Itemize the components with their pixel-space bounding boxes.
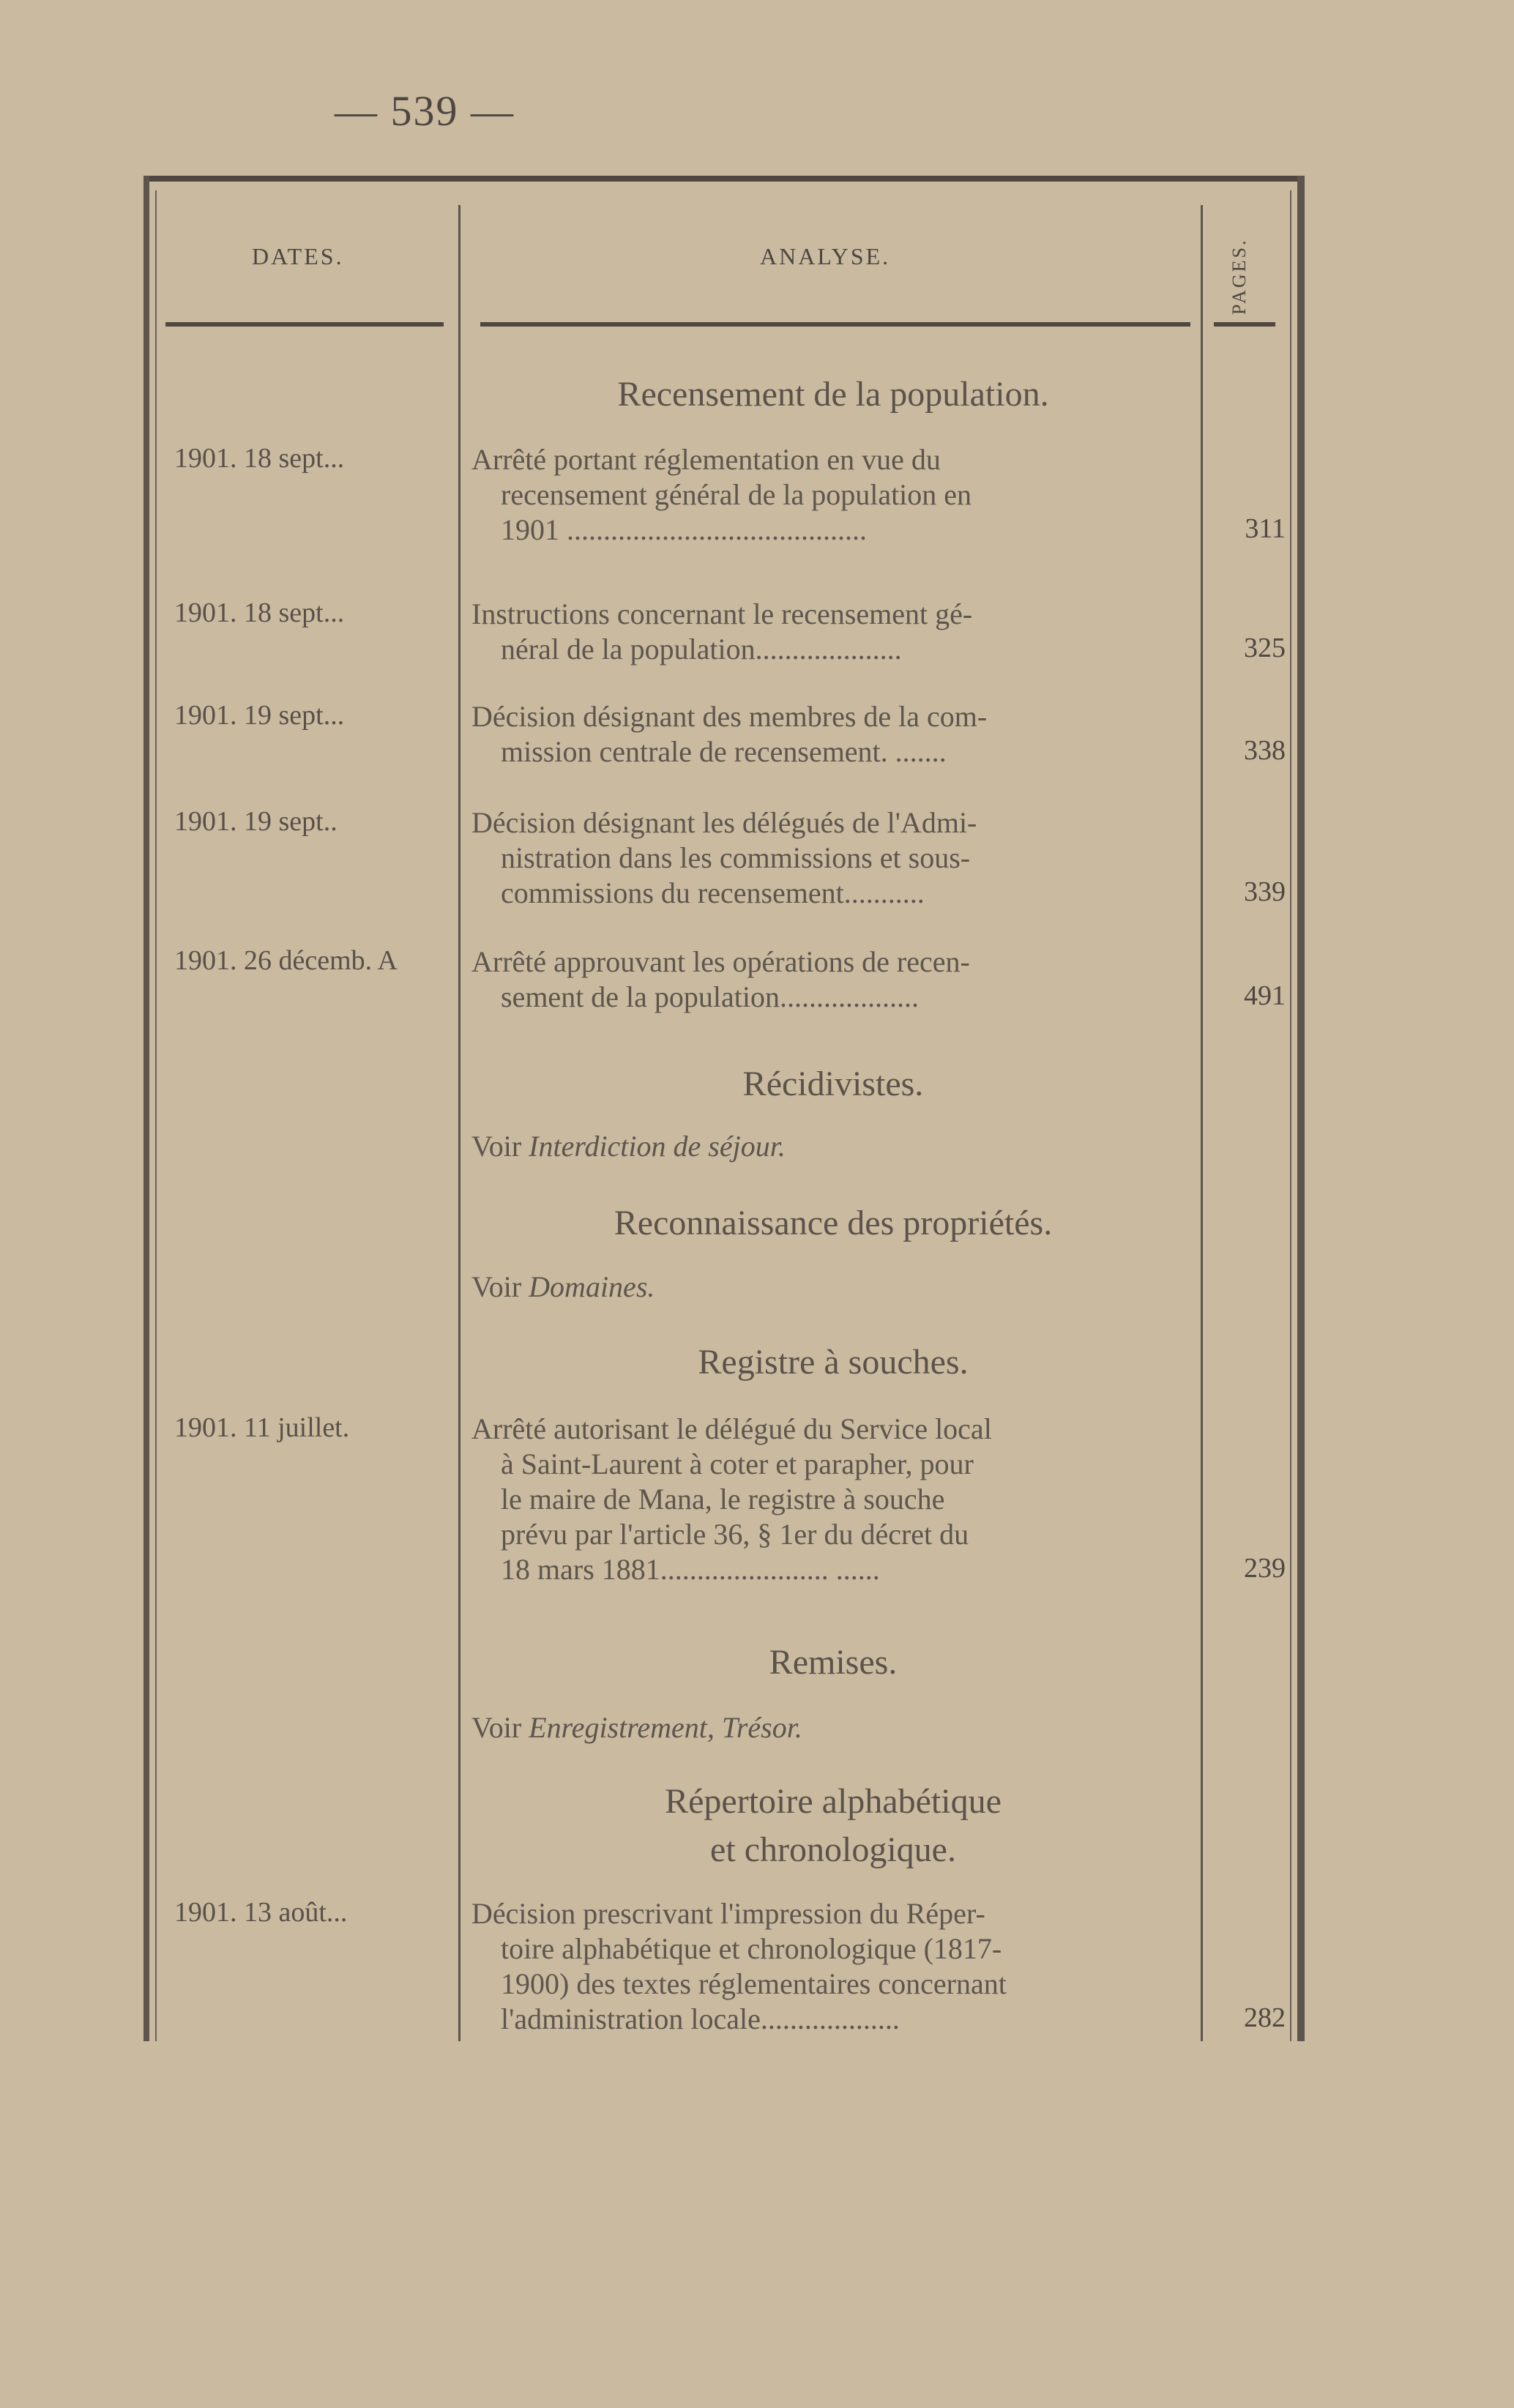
entry-line: le maire de Mana, le registre à souche	[501, 1483, 945, 1516]
entry-page-number: 311	[1245, 513, 1286, 544]
entry-date: 1901. 13 août...	[174, 1897, 348, 1928]
entry-page-number: 491	[1244, 980, 1286, 1011]
entry-page-number: 239	[1244, 1553, 1286, 1584]
entry-analysis	[471, 1896, 1196, 2037]
entry-line: 1900) des textes réglementaires concernant	[501, 1967, 1007, 2000]
entry-line: toire alphabétique et chronologique (1817-	[501, 1932, 1002, 1965]
entry-line: nistration dans les commissions et sous-	[501, 841, 971, 874]
entry-page-number: 282	[1244, 2002, 1286, 2033]
entry-line: néral de la population....................	[501, 633, 902, 666]
entry-date: 1901. 18 sept...	[174, 597, 345, 628]
entry-date: 1901. 26 décemb. A	[174, 945, 398, 976]
entry-line: Décision désignant des membres de la com-	[471, 700, 988, 733]
see-also-prefix: Voir	[471, 1711, 529, 1744]
entry-line: mission centrale de recensement. .......	[501, 735, 947, 768]
entry-date: 1901. 19 sept..	[174, 806, 338, 837]
header-dates: DATES.	[252, 243, 344, 269]
section-title: Remises.	[769, 1643, 898, 1682]
section-title: Reconnaissance des propriétés.	[614, 1204, 1053, 1242]
entry-line: Arrêté portant réglementation en vue du	[471, 443, 941, 476]
entry-line: prévu par l'article 36, § 1er du décret du	[501, 1518, 969, 1551]
entry-line: Décision désignant les délégués de l'Admi-	[471, 806, 977, 839]
entry-line: Instructions concernant le recensement gé-	[471, 597, 973, 630]
index-table	[143, 176, 1305, 2041]
entry-analysis	[471, 805, 1196, 911]
entry-date: 1901. 19 sept...	[174, 700, 345, 731]
see-also-target: Interdiction de séjour.	[529, 1130, 786, 1163]
entry-analysis	[471, 597, 1196, 667]
header-analyse: ANALYSE.	[760, 243, 891, 269]
entry-line: Arrêté approuvant les opérations de recen-	[471, 945, 970, 978]
entry-line: sement de la population...................	[501, 980, 920, 1013]
entry-date: 1901. 11 juillet.	[174, 1412, 350, 1443]
section-title: Répertoire alphabétique	[665, 1782, 1002, 1821]
entry-analysis	[471, 1412, 1196, 1587]
page-number: — 539 —	[335, 87, 515, 135]
entry-page-number: 338	[1244, 735, 1286, 766]
index-content	[143, 176, 1305, 2041]
entry-line: 1901 .........................................	[501, 513, 867, 546]
entry-line: Décision prescrivant l'impression du Réper-	[471, 1897, 985, 1930]
see-also-reference	[471, 1129, 786, 1163]
section-title: Récidivistes.	[742, 1065, 924, 1103]
see-also-prefix: Voir	[471, 1270, 529, 1303]
entry-page-number: 325	[1244, 633, 1286, 663]
entry-line: 18 mars 1881....................... ......	[501, 1553, 880, 1586]
header-pages: PAGES.	[1228, 238, 1250, 315]
see-also-prefix: Voir	[471, 1130, 529, 1163]
see-also-target: Enregistrement, Trésor.	[529, 1711, 802, 1744]
entry-line: Arrêté autorisant le délégué du Service local	[471, 1412, 992, 1445]
see-also-target: Domaines.	[529, 1270, 655, 1303]
section-title-line2: et chronologique.	[710, 1830, 956, 1869]
entry-date: 1901. 18 sept...	[174, 443, 345, 474]
entry-line: recensement général de la population en	[501, 478, 972, 511]
entry-line: à Saint-Laurent à coter et parapher, pour	[501, 1447, 974, 1480]
entry-analysis	[471, 442, 1196, 548]
section-title: Recensement de la population.	[617, 375, 1049, 414]
entry-page-number: 339	[1244, 876, 1286, 907]
entry-analysis	[471, 699, 1196, 769]
see-also-reference	[471, 1710, 802, 1745]
entry-line: commissions du recensement...........	[501, 876, 925, 909]
entry-line: l'administration locale...................	[501, 2002, 900, 2035]
section-title: Registre à souches.	[698, 1343, 969, 1382]
see-also-reference	[471, 1270, 655, 1304]
entry-analysis	[471, 944, 1196, 1015]
